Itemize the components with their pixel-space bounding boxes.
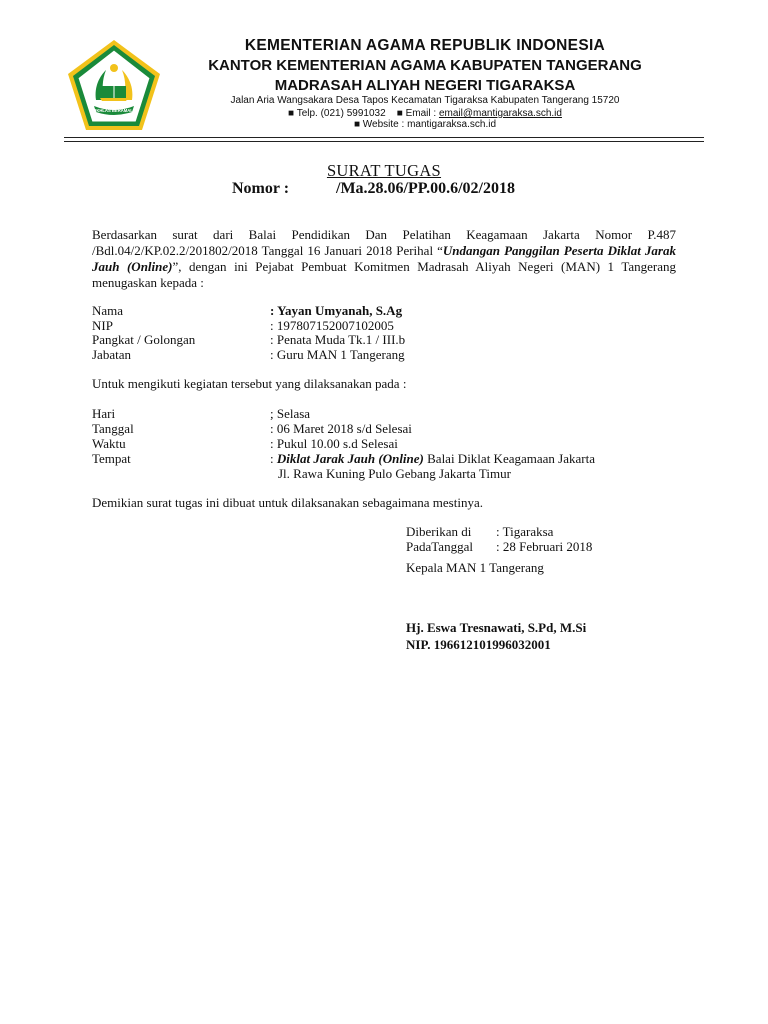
phone-text: Telp. (021) 5991032 <box>296 108 386 119</box>
school-heading: MADRASAH ALIYAH NEGERI TIGARAKSA <box>274 77 576 94</box>
signatory-position: Kepala MAN 1 Tangerang <box>406 560 544 575</box>
detail-label: Pangkat / Golongan <box>92 332 196 347</box>
office-heading: KANTOR KEMENTERIAN AGAMA KABUPATEN TANGERANG <box>208 57 642 74</box>
event-label: Waktu <box>92 436 126 451</box>
event-label: Tanggal <box>92 421 134 436</box>
kemenag-logo <box>66 38 162 134</box>
detail-value: : Guru MAN 1 Tangerang <box>270 347 405 362</box>
email-link[interactable]: email@mantigaraksa.sch.id <box>438 108 562 119</box>
detail-value: : 197807152007102005 <box>270 318 394 333</box>
intro-paragraph <box>92 227 676 291</box>
header-divider <box>64 137 704 138</box>
place-name: Diklat Jarak Jauh (Online) <box>276 451 424 466</box>
intro-subject: Undangan Panggilan Peserta Diklat Jarak Jauh (Online) <box>92 243 676 274</box>
letter-number-label: Nomor : <box>232 180 290 197</box>
header-divider-thin <box>64 141 704 142</box>
place-rest: Balai Diklat Keagamaan Jakarta <box>423 451 595 466</box>
event-value <box>270 451 595 466</box>
website-line <box>180 119 670 130</box>
detail-label: Jabatan <box>92 347 131 362</box>
email-label: Email : <box>405 108 437 119</box>
issue-date-label: PadaTanggal <box>406 539 473 554</box>
closing-text: Demikian surat tugas ini dibuat untuk dilaksanakan sebagaimana mestinya. <box>92 495 483 510</box>
event-label: Tempat <box>92 451 131 466</box>
bullet-icon: ■ <box>288 108 295 119</box>
detail-value: : Yayan Umyanah, S.Ag <box>270 303 403 318</box>
signatory-name: Hj. Eswa Tresnawati, S.Pd, M.Si <box>406 620 587 635</box>
intro-text: Berdasarkan surat dari Balai Pendidikan Dan Pelatihan Keagamaan Jakarta Nomor P.487 /Bdl.04/2/KP.02.2/201802/2018 Tanggal 16 Januari 2018 Perihal “ <box>92 227 676 258</box>
intro-text-2: ”, dengan ini Pejabat Pembuat Komitmen Madrasah Aliyah Negeri (MAN) 1 Tangerang menugaskan kepada : <box>92 259 676 290</box>
issued-at-label: Diberikan di <box>406 524 472 539</box>
address-line: Jalan Aria Wangsakara Desa Tapos Kecamatan Tigaraksa Kabupaten Tangerang 15720 <box>230 95 620 106</box>
website-text: Website : mantigaraksa.sch.id <box>362 119 497 130</box>
signatory-nip: NIP. 196612101996032001 <box>406 637 551 652</box>
letter-number-value: /Ma.28.06/PP.00.6/02/2018 <box>336 180 515 197</box>
detail-label: Nama <box>92 303 124 318</box>
contact-line <box>180 108 670 119</box>
event-value: : 06 Maret 2018 s/d Selesai <box>270 421 412 436</box>
issued-at-value: : Tigaraksa <box>496 524 554 539</box>
detail-label: NIP <box>92 318 113 333</box>
ministry-heading: KEMENTERIAN AGAMA REPUBLIK INDONESIA <box>244 37 606 54</box>
issue-date-value: : 28 Februari 2018 <box>496 539 593 554</box>
detail-value: : Penata Muda Tk.1 / III.b <box>270 332 406 347</box>
svg-text:IKHLAS BERAMAL: IKHLAS BERAMAL <box>95 108 133 113</box>
place-address: Jl. Rawa Kuning Pulo Gebang Jakarta Timur <box>278 466 511 481</box>
bullet-icon: ■ <box>353 119 361 130</box>
bullet-icon: ■ <box>396 108 403 119</box>
event-value: : Pukul 10.00 s.d Selesai <box>270 436 398 451</box>
letter-title: SURAT TUGAS <box>326 161 442 180</box>
place-colon: : <box>270 451 277 466</box>
event-label: Hari <box>92 406 116 421</box>
event-value: ; Selasa <box>270 406 311 421</box>
purpose-text: Untuk mengikuti kegiatan tersebut yang dilaksanakan pada : <box>92 376 407 391</box>
